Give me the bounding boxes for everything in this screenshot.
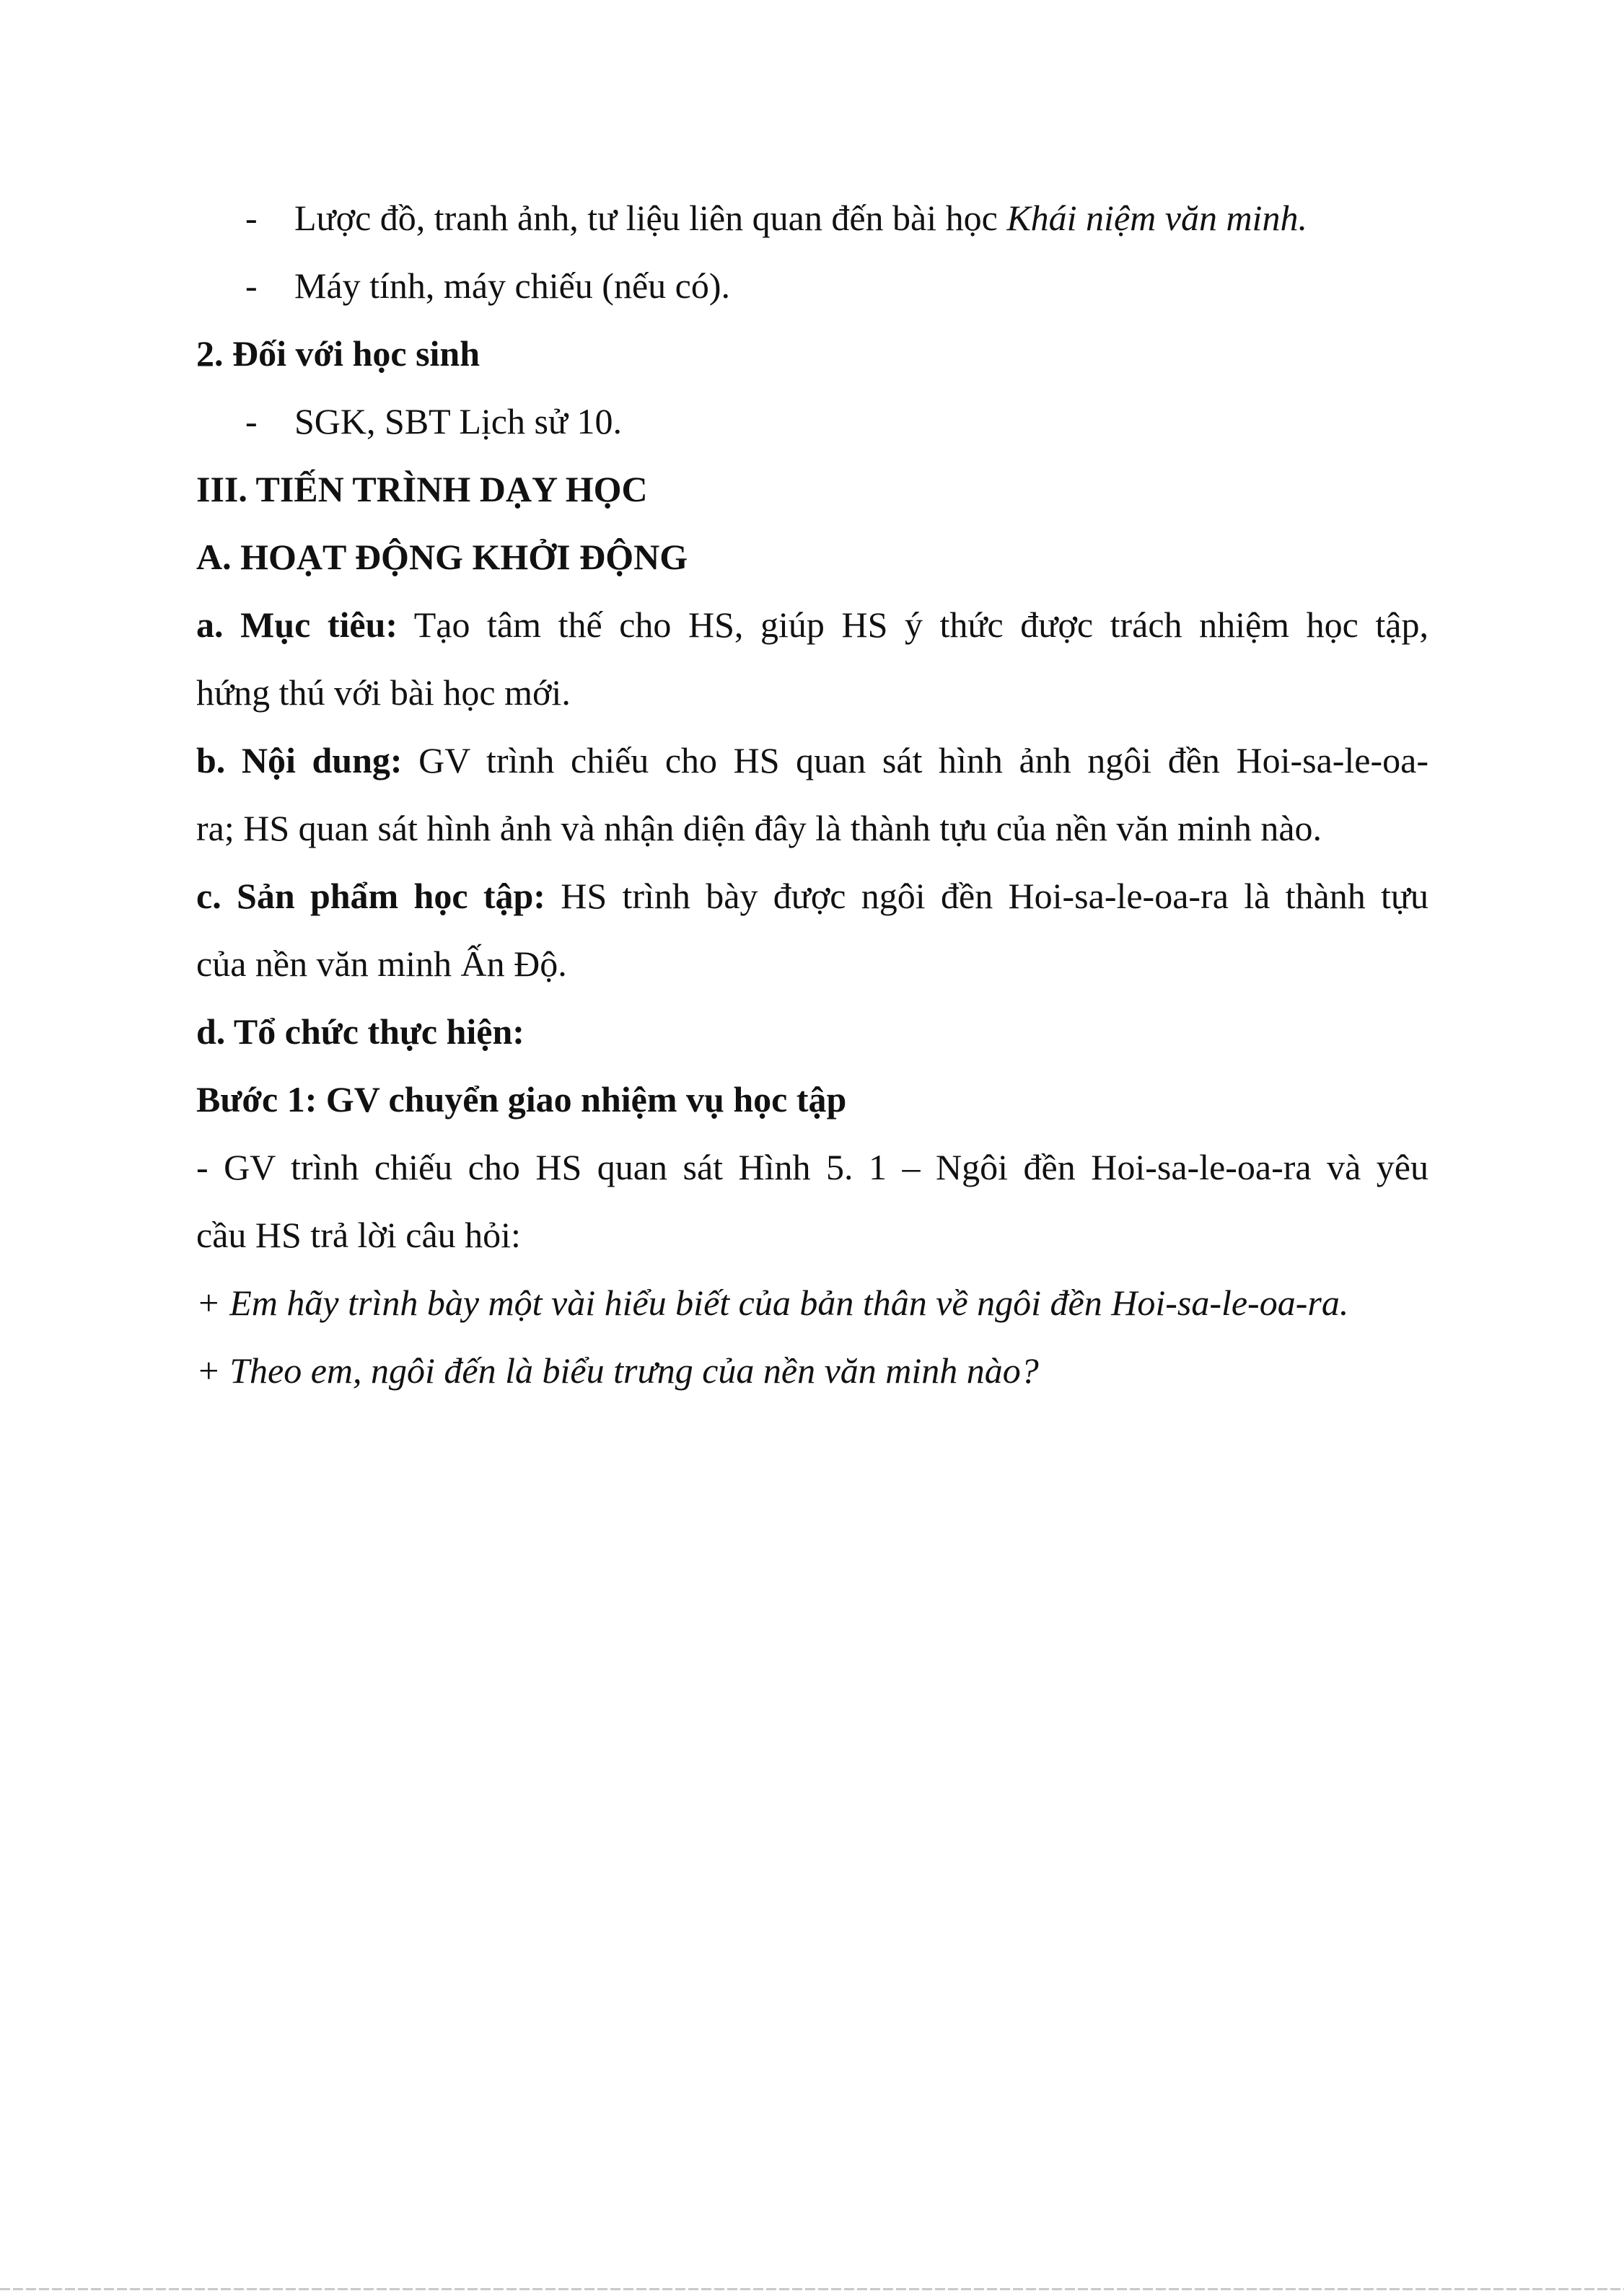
content-label: b. Nội dung: (196, 740, 403, 780)
objective-line-1 (196, 603, 1428, 646)
step1-question-1: + Em hãy trình bày một vài hiểu biết của bản thân về ngôi đền Hoi-sa-le-oa-ra. (196, 1283, 1349, 1323)
step1-line-1: - GV trình chiếu cho HS quan sát Hình 5. 1 – Ngôi đền Hoi-sa-le-oa-ra và yêu (196, 1147, 1428, 1187)
activity-title: A. HOẠT ĐỘNG KHỞI ĐỘNG (196, 537, 688, 577)
product-line-1 (196, 874, 1428, 918)
content-text: GV trình chiếu cho HS quan sát hình ảnh ngôi đền Hoi-sa-le-oa- (402, 740, 1428, 780)
bullet-dash: - (245, 265, 258, 306)
section-title: III. TIẾN TRÌNH DẠY HỌC (196, 469, 648, 509)
content-line-2: ra; HS quan sát hình ảnh và nhận diện đây là thành tựu của nền văn minh nào. (196, 808, 1322, 848)
bullet-dash: - (245, 401, 258, 441)
content-line-1 (196, 739, 1428, 782)
product-label: c. Sản phẩm học tập: (196, 876, 545, 916)
objective-label: a. Mục tiêu: (196, 604, 398, 645)
product-text: HS trình bày được ngôi đền Hoi-sa-le-oa-ra là thành tựu (545, 876, 1429, 916)
page-bottom-rule (0, 2288, 1624, 2290)
step1-heading: Bước 1: GV chuyển giao nhiệm vụ học tập (196, 1079, 847, 1120)
organization-heading: d. Tổ chức thực hiện: (196, 1011, 524, 1052)
step1-line-2: cầu HS trả lời câu hỏi: (196, 1215, 521, 1255)
objective-line-2: hứng thú với bài học mới. (196, 672, 571, 713)
lesson-title-italic: Khái niệm văn minh. (1006, 198, 1307, 238)
objective-text: Tạo tâm thế cho HS, giúp HS ý thức được trách nhiệm học tập, (398, 604, 1429, 645)
teacher-material-item-2-text: Máy tính, máy chiếu (nếu có). (294, 265, 730, 306)
teacher-material-item-1-text: Lược đồ, tranh ảnh, tư liệu liên quan đến bài học (294, 198, 1007, 238)
step1-question-2: + Theo em, ngôi đến là biểu trưng của nền văn minh nào? (196, 1350, 1039, 1391)
student-material-item-1-text: SGK, SBT Lịch sử 10. (294, 401, 623, 441)
bullet-dash: - (245, 198, 258, 238)
product-line-2: của nền văn minh Ấn Độ. (196, 944, 567, 984)
student-materials-heading: 2. Đối với học sinh (196, 333, 480, 374)
